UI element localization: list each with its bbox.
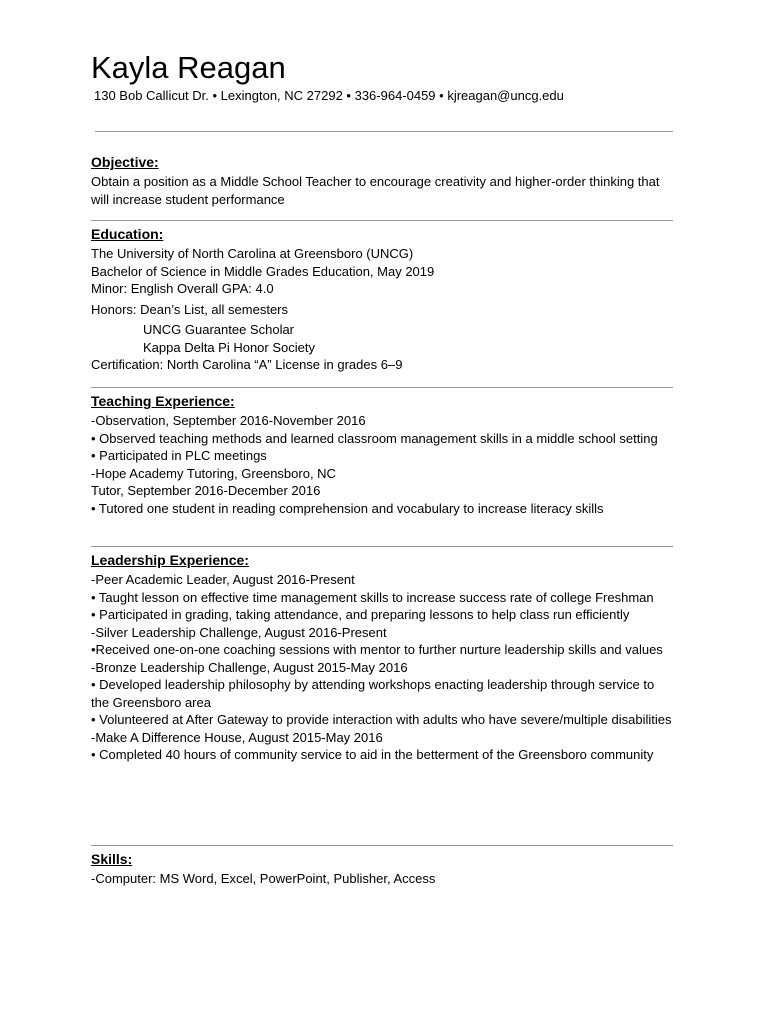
leadership-line: • Developed leadership philosophy by attending workshops enacting leadership through service to the Greensboro area xyxy=(91,677,655,710)
teaching-line: -Hope Academy Tutoring, Greensboro, NC xyxy=(91,465,336,481)
education-line: Minor: English Overall GPA: 4.0 xyxy=(91,281,274,296)
leadership-line: • Completed 40 hours of community service to aid in the betterment of the Greensboro community xyxy=(91,747,654,762)
contact-line: 130 Bob Callicut Dr. • Lexington, NC 27292 • 336-964-0459 • kjreagan@uncg.edu xyxy=(94,88,564,103)
leadership-line: -Bronze Leadership Challenge, August 2015-May 2016 xyxy=(91,659,408,675)
section-divider xyxy=(91,546,673,547)
teaching-heading: Teaching Experience: xyxy=(91,393,235,409)
education-line: The University of North Carolina at Greensboro (UNCG) xyxy=(91,246,414,261)
section-divider xyxy=(91,387,673,388)
teaching-line: • Tutored one student in reading comprehension and vocabulary to increase literacy skills xyxy=(91,500,604,516)
honors-item: Kappa Delta Pi Honor Society xyxy=(143,339,315,355)
objective-text: Obtain a position as a Middle School Teacher to encourage creativity and higher-order thinking that will increase student performance xyxy=(91,174,660,207)
leadership-line: • Volunteered at After Gateway to provide interaction with adults who have severe/multiple disabilities xyxy=(91,712,672,727)
leadership-line: •Received one-on-one coaching sessions with mentor to further nurture leadership skills and values xyxy=(91,642,663,657)
teaching-line: Tutor, September 2016-December 2016 xyxy=(91,483,321,498)
teaching-line: • Participated in PLC meetings xyxy=(91,448,267,463)
leadership-line: • Participated in grading, taking attendance, and preparing lessons to help class run efficiently xyxy=(91,607,630,622)
applicant-name: Kayla Reagan xyxy=(91,50,286,85)
leadership-heading: Leadership Experience: xyxy=(91,552,249,568)
education-line: Certification: North Carolina “A” License in grades 6–9 xyxy=(91,357,403,372)
section-divider xyxy=(91,220,673,221)
objective-section xyxy=(91,154,673,208)
education-line: Bachelor of Science in Middle Grades Education, May 2019 xyxy=(91,263,435,279)
header-divider xyxy=(95,131,673,132)
education-line: Honors: Dean’s List, all semesters xyxy=(91,301,289,317)
objective-heading: Objective: xyxy=(91,154,159,170)
skills-section xyxy=(91,851,673,888)
leadership-line: • Taught lesson on effective time management skills to increase success rate of college Freshman xyxy=(91,589,654,605)
section-divider xyxy=(91,845,673,846)
teaching-section xyxy=(91,393,673,517)
education-heading: Education: xyxy=(91,226,164,242)
leadership-line: -Make A Difference House, August 2015-May 2016 xyxy=(91,729,383,745)
leadership-line: -Peer Academic Leader, August 2016-Present xyxy=(91,572,355,587)
teaching-line: • Observed teaching methods and learned classroom management skills in a middle school setting xyxy=(91,430,658,446)
leadership-section xyxy=(91,552,673,764)
teaching-line: -Observation, September 2016-November 2016 xyxy=(91,413,366,428)
skills-heading: Skills: xyxy=(91,851,133,867)
leadership-line: -Silver Leadership Challenge, August 2016-Present xyxy=(91,624,387,640)
education-section xyxy=(91,226,673,374)
skills-line: -Computer: MS Word, Excel, PowerPoint, Publisher, Access xyxy=(91,871,436,886)
honors-item: UNCG Guarantee Scholar xyxy=(143,322,295,337)
